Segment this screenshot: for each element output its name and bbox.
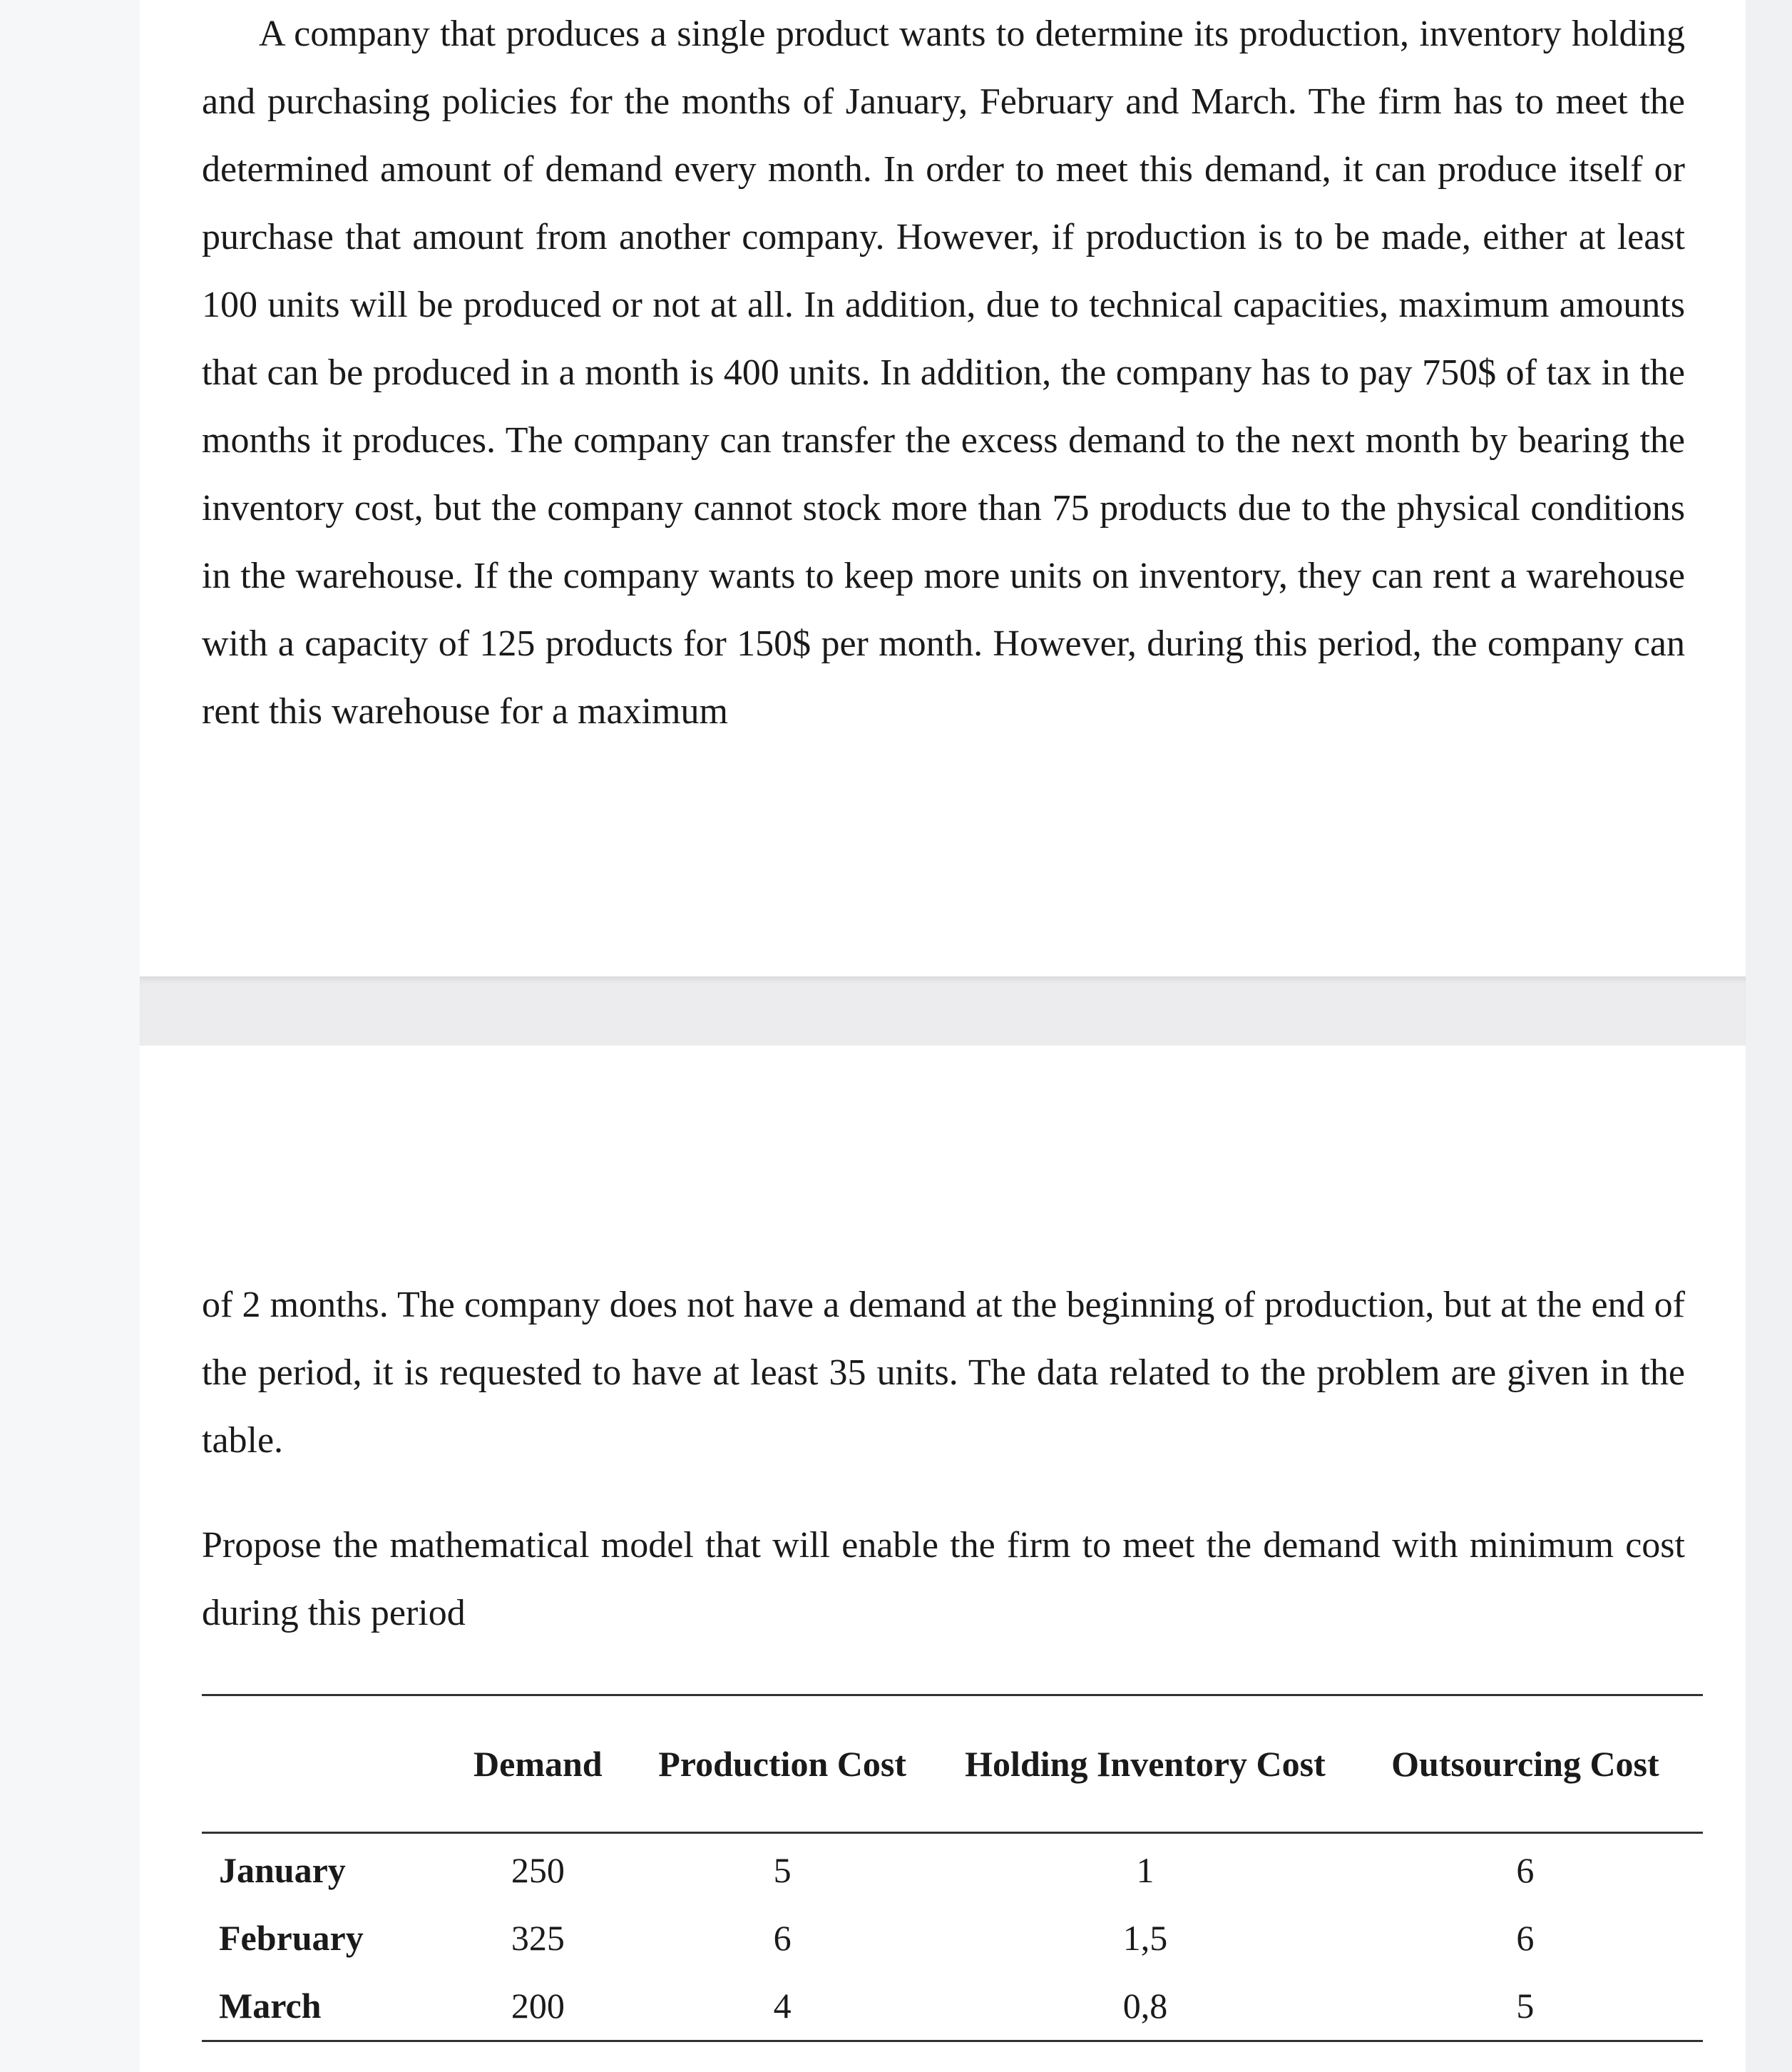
- header-blank: [202, 1695, 454, 1833]
- row-holding-cost: 0,8: [1122, 1986, 1168, 2026]
- row-outsourcing-cost: 6: [1516, 1850, 1535, 1890]
- row-outsourcing-cost: 5: [1516, 1986, 1535, 2026]
- header-holding-inventory-cost: Holding Inventory Cost: [965, 1743, 1326, 1784]
- table-row: [202, 1904, 1703, 1972]
- problem-paragraph-2: of 2 months. The company does not have a demand at the beginning of production, but at the end of the period, it is requested to have at least 35 units. The data related to the problem are given in the table.: [202, 1285, 1685, 1461]
- scroll-margin: [1746, 0, 1792, 2072]
- header-outsourcing-cost: Outsourcing Cost: [1391, 1743, 1659, 1784]
- row-outsourcing-cost: 6: [1516, 1918, 1535, 1958]
- question-paragraph: Propose the mathematical model that will enable the firm to meet the demand with minimum cost during this period: [202, 1525, 1685, 1633]
- row-holding-cost: 1: [1136, 1850, 1154, 1890]
- row-production-cost: 4: [773, 1986, 792, 2026]
- row-demand: 250: [511, 1850, 565, 1890]
- row-production-cost: 6: [773, 1918, 792, 1958]
- page-break: [140, 976, 1746, 1046]
- header-demand: Demand: [473, 1743, 603, 1784]
- row-month: February: [219, 1918, 364, 1958]
- row-production-cost: 5: [773, 1850, 792, 1890]
- row-demand: 325: [511, 1918, 565, 1958]
- row-month: March: [219, 1986, 322, 2026]
- row-demand: 200: [511, 1986, 565, 2026]
- data-table: [202, 1694, 1703, 2042]
- row-holding-cost: 1,5: [1122, 1918, 1168, 1958]
- row-month: January: [219, 1850, 346, 1890]
- problem-paragraph-1: A company that produces a single product wants to determine its production, inventory holding and purchasing policies for the months of January, February and March. The firm has to meet the determined amount of demand every month. In order to meet this demand, it can produce itself or purchase that amount from another company. However, if production is to be made, either at least 100 units will be produced or not at all. In addition, due to technical capacities, maximum amounts that can be produced in a month is 400 units. In addition, the company has to pay 750$ of tax in the months it produces. The company can transfer the excess demand to the next month by bearing the inventory cost, but the company cannot stock more than 75 products due to the physical conditions in the warehouse. If the company wants to keep more units on inventory, they can rent a warehouse with a capacity of 125 products for 150$ per month. However, during this period, the company can rent this warehouse for a maximum: [202, 14, 1685, 732]
- header-production-cost: Production Cost: [658, 1743, 906, 1784]
- table-header-row: [202, 1695, 1703, 1833]
- table-row: [202, 1833, 1703, 1905]
- table-row: [202, 1972, 1703, 2041]
